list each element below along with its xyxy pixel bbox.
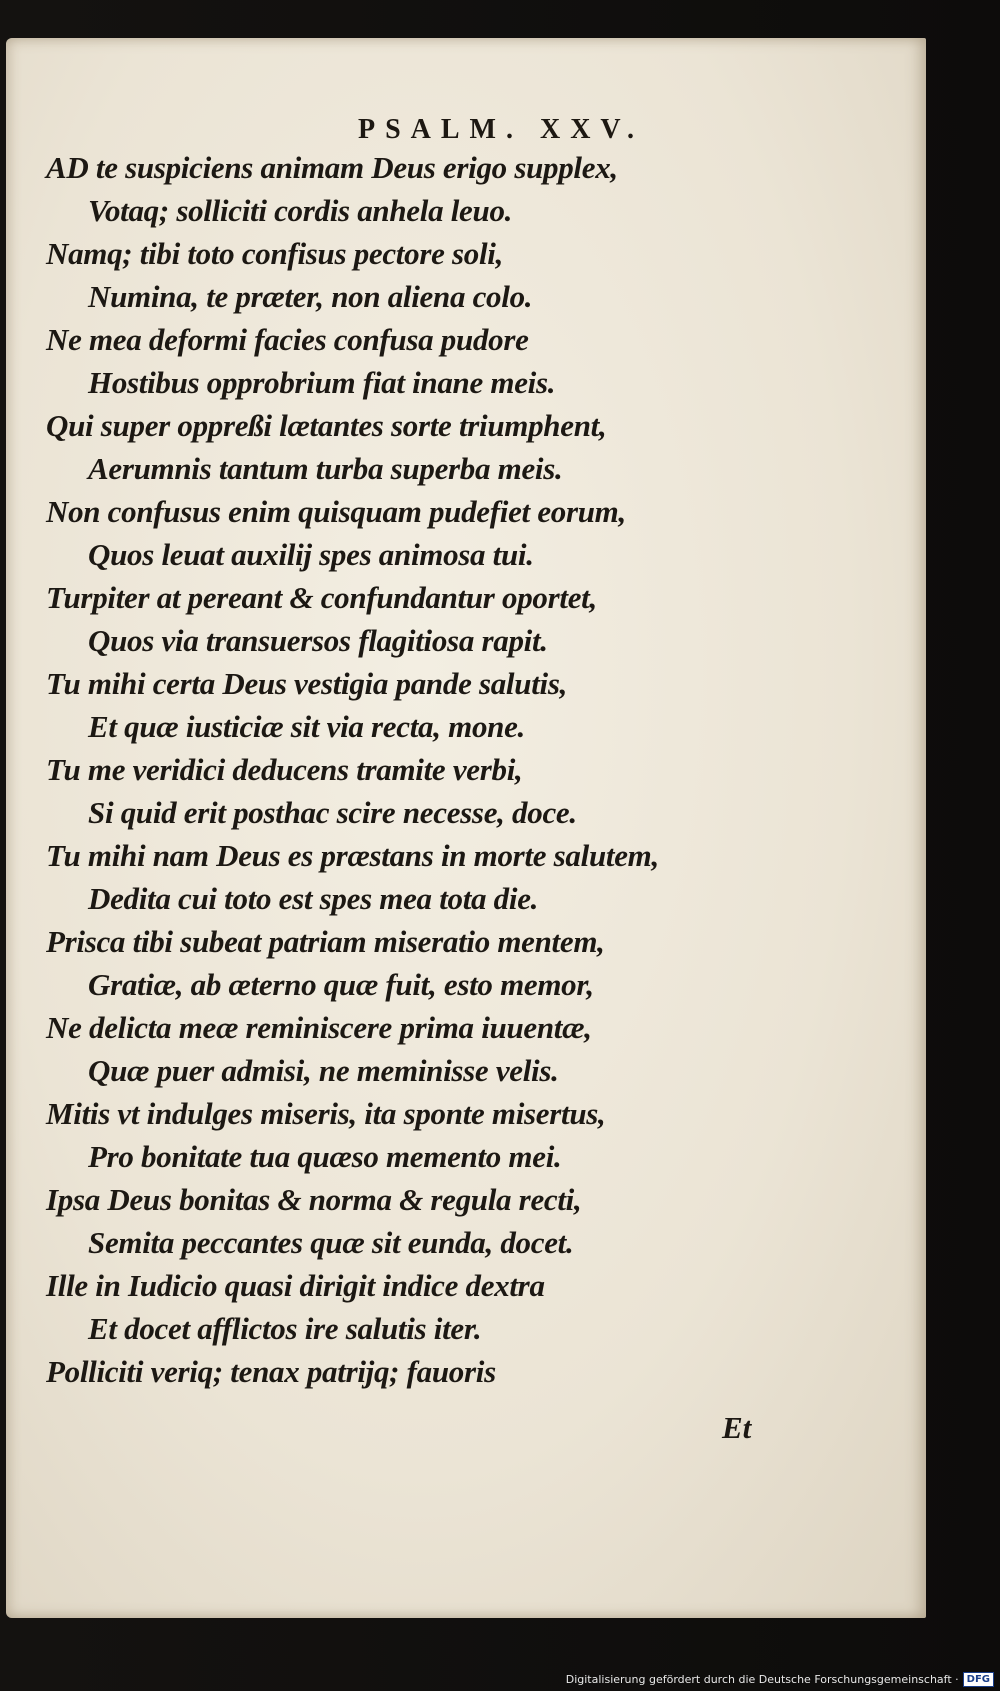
verse-line: Et quæ iusticiæ sit via recta, mone. [88,709,525,744]
verse-line: Semita peccantes quæ sit eunda, docet. [88,1225,574,1260]
book-page [6,38,926,1618]
verse-line: Namq; tibi toto confisus pectore soli, [46,236,504,271]
dfg-logo: DFG [963,1672,994,1687]
verse-line: Tu me veridici deducens tramite verbi, [46,752,523,787]
verse-line: Mitis vt indulges miseris, ita sponte misertus, [46,1096,606,1131]
verse-line: Aerumnis tantum turba superba meis. [88,451,563,486]
verse-line: Tu mihi nam Deus es præstans in morte salutem, [46,838,659,873]
verse-line: Qui super oppreßi lætantes sorte triumphent, [46,408,607,443]
verse-line: Hostibus opprobrium fiat inane meis. [88,365,556,400]
verse-line: Votaq; solliciti cordis anhela leuo. [88,193,513,228]
verse-line: Tu mihi certa Deus vestigia pande salutis, [46,666,568,701]
verse-line: Ipsa Deus bonitas & norma & regula recti, [46,1182,582,1217]
verse-line: Pro bonitate tua quæso memento mei. [88,1139,562,1174]
psalm-verses [46,146,736,1393]
catchword: Et [722,1410,752,1445]
verse-line: Si quid erit posthac scire necesse, doce. [88,795,577,830]
verse-line: Et docet afflictos ire salutis iter. [88,1311,482,1346]
verse-line: Ille in Iudicio quasi dirigit indice dextra [46,1268,545,1303]
verse-line: Turpiter at pereant & confundantur oportet, [46,580,597,615]
verse-line: Numina, te præter, non aliena colo. [88,279,533,314]
verse-line: Quos leuat auxilij spes animosa tui. [88,537,534,572]
digitization-credit [566,1672,994,1687]
running-header: PSALM. XXV. [357,114,645,145]
verse-line: Ne delicta meæ reminiscere prima iuuentæ, [46,1010,592,1045]
verse-line: Quos via transuersos flagitiosa rapit. [88,623,548,658]
verse-line: Ne mea deformi facies confusa pudore [46,322,529,357]
verse-line: Prisca tibi subeat patriam miseratio mentem, [46,924,605,959]
verse-line: Non confusus enim quisquam pudefiet eorum, [46,494,626,529]
credit-text: Digitalisierung gefördert durch die Deutsche Forschungsgemeinschaft · [565,1673,959,1686]
verse-line: Dedita cui toto est spes mea tota die. [88,881,539,916]
verse-line: Polliciti veriq; tenax patrijq; fauoris [46,1354,496,1389]
verse-line: Gratiæ, ab æterno quæ fuit, esto memor, [88,967,594,1002]
verse-line: AD te suspiciens animam Deus erigo supplex, [46,150,618,185]
verse-line: Quæ puer admisi, ne meminisse velis. [88,1053,559,1088]
